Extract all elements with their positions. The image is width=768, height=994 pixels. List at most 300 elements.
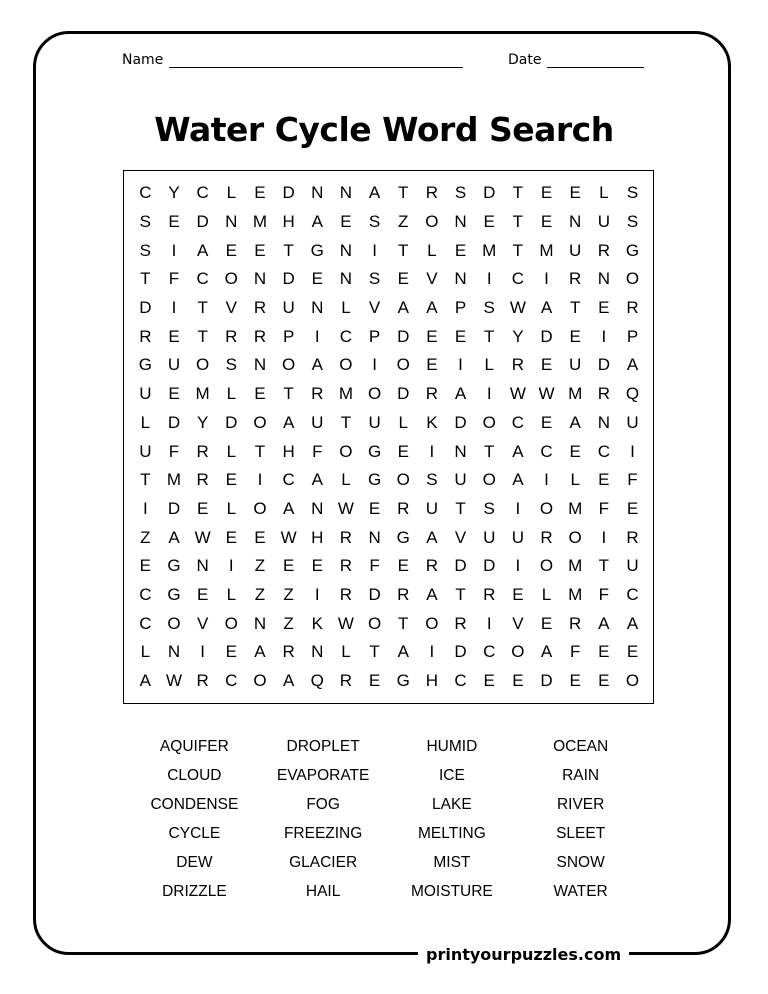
grid-letter[interactable]: E: [225, 240, 237, 260]
grid-letter[interactable]: G: [396, 527, 410, 547]
grid-letter[interactable]: R: [253, 326, 267, 346]
grid-letter[interactable]: P: [454, 298, 467, 318]
grid-letter[interactable]: F: [627, 470, 638, 490]
grid-letter[interactable]: L: [226, 584, 237, 604]
grid-letter[interactable]: F: [168, 269, 180, 289]
grid-letter[interactable]: W: [538, 384, 555, 404]
grid-letter[interactable]: D: [540, 326, 553, 346]
grid-letter[interactable]: A: [540, 642, 553, 662]
grid-letter[interactable]: O: [367, 384, 382, 404]
grid-letter[interactable]: P: [282, 326, 295, 346]
grid-letter[interactable]: R: [196, 470, 209, 490]
grid-letter[interactable]: R: [483, 584, 496, 604]
grid-letter[interactable]: G: [625, 240, 640, 260]
grid-letter[interactable]: S: [139, 240, 151, 260]
grid-letter[interactable]: E: [225, 642, 237, 662]
grid-letter[interactable]: G: [367, 470, 382, 490]
grid-letter[interactable]: A: [368, 183, 381, 203]
grid-letter[interactable]: C: [196, 183, 209, 203]
grid-letter[interactable]: M: [568, 584, 583, 604]
grid-letter[interactable]: A: [626, 355, 639, 375]
grid-letter[interactable]: U: [311, 412, 324, 432]
grid-letter[interactable]: E: [168, 212, 180, 232]
grid-letter[interactable]: I: [200, 642, 205, 662]
grid-letter[interactable]: D: [454, 556, 467, 576]
grid-letter[interactable]: M: [252, 212, 268, 232]
grid-letter[interactable]: I: [257, 470, 263, 490]
grid-letter[interactable]: N: [454, 441, 467, 461]
grid-letter[interactable]: N: [454, 212, 467, 232]
grid-letter[interactable]: F: [598, 498, 610, 518]
grid-letter[interactable]: L: [341, 298, 351, 318]
grid-letter[interactable]: U: [368, 412, 381, 432]
grid-letter[interactable]: U: [282, 298, 295, 318]
grid-letter[interactable]: R: [569, 269, 582, 289]
grid-letter[interactable]: D: [454, 412, 467, 432]
grid-letter[interactable]: I: [142, 498, 148, 518]
grid-letter[interactable]: E: [225, 470, 237, 490]
grid-letter[interactable]: R: [425, 183, 439, 203]
grid-letter[interactable]: D: [225, 412, 238, 432]
grid-letter[interactable]: E: [540, 183, 553, 203]
grid-letter[interactable]: Y: [512, 326, 524, 346]
grid-letter[interactable]: I: [486, 613, 492, 633]
grid-letter[interactable]: Q: [625, 384, 640, 404]
grid-letter[interactable]: E: [626, 498, 639, 518]
grid-letter[interactable]: G: [138, 355, 152, 375]
grid-letter[interactable]: E: [512, 584, 524, 604]
grid-letter[interactable]: T: [512, 183, 524, 203]
grid-letter[interactable]: W: [194, 527, 211, 547]
grid-letter[interactable]: U: [511, 527, 524, 547]
grid-letter[interactable]: T: [140, 470, 151, 490]
grid-letter[interactable]: E: [598, 642, 610, 662]
grid-letter[interactable]: A: [168, 527, 180, 547]
grid-letter[interactable]: O: [511, 642, 525, 662]
grid-letter[interactable]: E: [454, 326, 467, 346]
grid-letter[interactable]: D: [597, 355, 610, 375]
grid-letter[interactable]: G: [167, 556, 181, 576]
grid-letter[interactable]: E: [282, 556, 295, 576]
grid-letter[interactable]: G: [396, 671, 410, 691]
grid-letter[interactable]: T: [197, 326, 208, 346]
grid-letter[interactable]: O: [396, 355, 410, 375]
grid-letter[interactable]: A: [282, 498, 295, 518]
grid-letter[interactable]: R: [569, 613, 582, 633]
grid-letter[interactable]: E: [225, 527, 237, 547]
grid-letter[interactable]: C: [339, 326, 353, 346]
grid-letter[interactable]: O: [425, 212, 439, 232]
grid-letter[interactable]: A: [282, 671, 295, 691]
grid-letter[interactable]: D: [167, 498, 181, 518]
grid-letter[interactable]: N: [569, 212, 582, 232]
grid-letter[interactable]: O: [167, 613, 181, 633]
grid-letter[interactable]: A: [512, 441, 524, 461]
grid-letter[interactable]: E: [340, 212, 352, 232]
grid-letter[interactable]: S: [139, 212, 151, 232]
grid-letter[interactable]: R: [339, 671, 353, 691]
grid-letter[interactable]: C: [139, 183, 152, 203]
grid-letter[interactable]: E: [540, 412, 553, 432]
grid-letter[interactable]: L: [140, 642, 151, 662]
grid-letter[interactable]: S: [483, 498, 495, 518]
grid-letter[interactable]: I: [314, 326, 320, 346]
grid-letter[interactable]: A: [282, 412, 295, 432]
grid-letter[interactable]: R: [425, 556, 439, 576]
grid-letter[interactable]: E: [483, 671, 495, 691]
grid-letter[interactable]: R: [540, 527, 553, 547]
grid-letter[interactable]: C: [139, 584, 152, 604]
grid-letter[interactable]: U: [139, 441, 152, 461]
grid-letter[interactable]: D: [540, 671, 553, 691]
grid-letter[interactable]: I: [458, 355, 463, 375]
grid-letter[interactable]: I: [630, 441, 635, 461]
grid-letter[interactable]: R: [626, 298, 639, 318]
grid-letter[interactable]: R: [311, 384, 324, 404]
grid-letter[interactable]: U: [569, 355, 582, 375]
grid-letter[interactable]: U: [167, 355, 181, 375]
grid-letter[interactable]: W: [280, 527, 297, 547]
grid-letter[interactable]: D: [282, 183, 295, 203]
grid-letter[interactable]: V: [454, 527, 467, 547]
grid-letter[interactable]: A: [626, 613, 639, 633]
grid-letter[interactable]: O: [339, 355, 353, 375]
grid-letter[interactable]: N: [196, 556, 209, 576]
grid-letter[interactable]: T: [512, 240, 524, 260]
grid-letter[interactable]: T: [398, 183, 409, 203]
grid-letter[interactable]: R: [511, 355, 524, 375]
grid-letter[interactable]: N: [253, 269, 267, 289]
grid-letter[interactable]: R: [597, 240, 610, 260]
name-blank-line[interactable]: [169, 55, 463, 68]
grid-letter[interactable]: L: [599, 183, 609, 203]
grid-letter[interactable]: R: [339, 527, 353, 547]
grid-letter[interactable]: C: [483, 642, 496, 662]
grid-letter[interactable]: O: [339, 441, 353, 461]
grid-letter[interactable]: I: [372, 355, 377, 375]
grid-letter[interactable]: E: [569, 441, 581, 461]
grid-letter[interactable]: P: [368, 326, 381, 346]
grid-letter[interactable]: E: [368, 498, 381, 518]
grid-letter[interactable]: I: [601, 326, 607, 346]
grid-letter[interactable]: E: [311, 556, 323, 576]
grid-letter[interactable]: U: [139, 384, 152, 404]
grid-letter[interactable]: E: [540, 355, 553, 375]
grid-letter[interactable]: N: [253, 355, 267, 375]
grid-letter[interactable]: G: [310, 240, 324, 260]
grid-letter[interactable]: S: [483, 298, 495, 318]
grid-letter[interactable]: A: [311, 355, 323, 375]
grid-letter[interactable]: U: [569, 240, 582, 260]
grid-letter[interactable]: L: [427, 240, 437, 260]
grid-letter[interactable]: A: [311, 470, 323, 490]
grid-letter[interactable]: O: [425, 613, 439, 633]
grid-letter[interactable]: I: [228, 556, 234, 576]
grid-letter[interactable]: L: [541, 584, 552, 604]
grid-letter[interactable]: E: [598, 298, 610, 318]
grid-letter[interactable]: L: [398, 412, 408, 432]
grid-letter[interactable]: E: [254, 384, 266, 404]
grid-letter[interactable]: E: [368, 671, 381, 691]
grid-letter[interactable]: R: [225, 326, 238, 346]
grid-letter[interactable]: E: [196, 498, 209, 518]
grid-letter[interactable]: V: [368, 298, 381, 318]
grid-letter[interactable]: E: [454, 240, 467, 260]
grid-letter[interactable]: E: [569, 671, 581, 691]
grid-letter[interactable]: C: [225, 671, 238, 691]
grid-letter[interactable]: S: [426, 470, 438, 490]
grid-letter[interactable]: N: [167, 642, 181, 662]
grid-letter[interactable]: E: [196, 584, 209, 604]
grid-letter[interactable]: M: [539, 240, 554, 260]
grid-letter[interactable]: E: [426, 355, 438, 375]
grid-letter[interactable]: E: [254, 240, 266, 260]
grid-letter[interactable]: D: [397, 326, 410, 346]
grid-letter[interactable]: E: [569, 183, 581, 203]
grid-letter[interactable]: A: [426, 298, 438, 318]
grid-letter[interactable]: E: [397, 441, 409, 461]
grid-letter[interactable]: W: [509, 298, 526, 318]
grid-letter[interactable]: V: [225, 298, 237, 318]
grid-letter[interactable]: C: [196, 269, 209, 289]
grid-letter[interactable]: A: [139, 671, 151, 691]
grid-letter[interactable]: E: [626, 642, 639, 662]
grid-letter[interactable]: O: [396, 470, 410, 490]
grid-letter[interactable]: I: [544, 470, 549, 490]
grid-letter[interactable]: R: [339, 556, 353, 576]
grid-letter[interactable]: R: [454, 613, 467, 633]
grid-letter[interactable]: I: [314, 584, 320, 604]
grid-letter[interactable]: T: [569, 298, 581, 318]
grid-letter[interactable]: M: [166, 470, 182, 490]
grid-letter[interactable]: O: [482, 412, 496, 432]
grid-letter[interactable]: I: [372, 240, 377, 260]
grid-letter[interactable]: N: [597, 412, 610, 432]
grid-letter[interactable]: L: [341, 642, 351, 662]
grid-letter[interactable]: S: [225, 355, 237, 375]
grid-letter[interactable]: E: [598, 470, 610, 490]
grid-letter[interactable]: I: [601, 527, 607, 547]
grid-letter[interactable]: O: [625, 671, 640, 691]
grid-letter[interactable]: S: [454, 183, 467, 203]
grid-letter[interactable]: N: [225, 212, 238, 232]
grid-letter[interactable]: M: [568, 384, 583, 404]
grid-letter[interactable]: I: [429, 441, 435, 461]
grid-letter[interactable]: E: [483, 212, 495, 232]
grid-letter[interactable]: O: [281, 355, 296, 375]
grid-letter[interactable]: U: [483, 527, 496, 547]
grid-letter[interactable]: E: [168, 384, 180, 404]
grid-letter[interactable]: Z: [140, 527, 151, 547]
grid-letter[interactable]: U: [425, 498, 439, 518]
grid-letter[interactable]: C: [597, 441, 610, 461]
grid-letter[interactable]: R: [196, 441, 209, 461]
grid-letter[interactable]: L: [226, 441, 237, 461]
grid-letter[interactable]: D: [368, 584, 381, 604]
grid-letter[interactable]: S: [368, 212, 381, 232]
grid-letter[interactable]: D: [196, 212, 209, 232]
grid-letter[interactable]: T: [398, 240, 409, 260]
grid-letter[interactable]: D: [397, 384, 410, 404]
grid-letter[interactable]: T: [455, 584, 466, 604]
grid-letter[interactable]: L: [226, 183, 237, 203]
grid-letter[interactable]: W: [337, 498, 354, 518]
grid-letter[interactable]: N: [368, 527, 381, 547]
grid-letter[interactable]: D: [167, 412, 181, 432]
grid-letter[interactable]: O: [196, 355, 210, 375]
grid-letter[interactable]: T: [254, 441, 266, 461]
grid-letter[interactable]: L: [226, 498, 237, 518]
grid-letter[interactable]: O: [224, 613, 238, 633]
grid-letter[interactable]: R: [196, 671, 209, 691]
grid-letter[interactable]: U: [626, 412, 639, 432]
grid-letter[interactable]: E: [540, 613, 553, 633]
grid-letter[interactable]: F: [312, 441, 323, 461]
grid-letter[interactable]: Z: [398, 212, 409, 232]
grid-letter[interactable]: N: [454, 269, 467, 289]
grid-letter[interactable]: D: [483, 183, 496, 203]
grid-letter[interactable]: L: [140, 412, 151, 432]
grid-letter[interactable]: N: [311, 642, 324, 662]
grid-letter[interactable]: O: [253, 412, 267, 432]
grid-letter[interactable]: O: [539, 498, 554, 518]
grid-letter[interactable]: I: [515, 498, 521, 518]
grid-letter[interactable]: F: [369, 556, 380, 576]
grid-letter[interactable]: M: [482, 240, 497, 260]
grid-letter[interactable]: N: [311, 298, 324, 318]
grid-letter[interactable]: C: [626, 584, 639, 604]
grid-letter[interactable]: C: [454, 671, 467, 691]
grid-letter[interactable]: I: [486, 269, 492, 289]
grid-letter[interactable]: U: [626, 556, 639, 576]
grid-letter[interactable]: K: [426, 412, 438, 432]
grid-letter[interactable]: W: [337, 613, 354, 633]
grid-letter[interactable]: F: [598, 584, 610, 604]
grid-letter[interactable]: V: [512, 613, 524, 633]
grid-letter[interactable]: D: [483, 556, 496, 576]
grid-letter[interactable]: U: [597, 212, 610, 232]
grid-letter[interactable]: H: [282, 212, 295, 232]
grid-letter[interactable]: Z: [254, 584, 266, 604]
grid-letter[interactable]: O: [539, 556, 554, 576]
grid-letter[interactable]: I: [515, 556, 521, 576]
grid-letter[interactable]: C: [540, 441, 553, 461]
grid-letter[interactable]: A: [254, 642, 266, 662]
grid-letter[interactable]: T: [369, 642, 380, 662]
grid-letter[interactable]: E: [426, 326, 438, 346]
grid-letter[interactable]: T: [484, 441, 495, 461]
grid-letter[interactable]: I: [171, 298, 177, 318]
grid-letter[interactable]: V: [196, 613, 209, 633]
grid-letter[interactable]: R: [139, 326, 152, 346]
grid-letter[interactable]: S: [368, 269, 381, 289]
grid-letter[interactable]: Z: [254, 556, 266, 576]
grid-letter[interactable]: A: [454, 384, 467, 404]
grid-letter[interactable]: Y: [168, 183, 180, 203]
grid-letter[interactable]: D: [139, 298, 152, 318]
grid-letter[interactable]: A: [397, 642, 409, 662]
grid-letter[interactable]: O: [482, 470, 496, 490]
grid-letter[interactable]: W: [509, 384, 526, 404]
grid-letter[interactable]: S: [626, 183, 639, 203]
grid-letter[interactable]: E: [512, 671, 524, 691]
grid-letter[interactable]: R: [397, 584, 410, 604]
grid-letter[interactable]: A: [569, 412, 581, 432]
grid-letter[interactable]: T: [398, 613, 409, 633]
grid-letter[interactable]: A: [540, 298, 553, 318]
grid-letter[interactable]: C: [139, 613, 152, 633]
grid-letter[interactable]: W: [165, 671, 182, 691]
grid-letter[interactable]: F: [168, 441, 180, 461]
grid-letter[interactable]: O: [224, 269, 238, 289]
grid-letter[interactable]: L: [226, 384, 237, 404]
grid-letter[interactable]: N: [253, 613, 267, 633]
grid-letter[interactable]: T: [340, 412, 352, 432]
grid-letter[interactable]: O: [367, 613, 382, 633]
grid-letter[interactable]: R: [339, 584, 353, 604]
grid-letter[interactable]: T: [140, 269, 151, 289]
grid-letter[interactable]: E: [254, 527, 266, 547]
grid-letter[interactable]: R: [397, 498, 410, 518]
grid-letter[interactable]: R: [425, 384, 439, 404]
grid-letter[interactable]: T: [283, 384, 294, 404]
grid-letter[interactable]: A: [311, 212, 323, 232]
grid-letter[interactable]: D: [282, 269, 295, 289]
grid-letter[interactable]: L: [341, 470, 351, 490]
grid-letter[interactable]: M: [195, 384, 210, 404]
grid-letter[interactable]: A: [426, 584, 438, 604]
grid-letter[interactable]: Q: [310, 671, 324, 691]
grid-letter[interactable]: E: [598, 671, 610, 691]
grid-letter[interactable]: E: [254, 183, 266, 203]
grid-letter[interactable]: H: [282, 441, 295, 461]
grid-letter[interactable]: T: [455, 498, 466, 518]
grid-letter[interactable]: N: [597, 269, 610, 289]
grid-letter[interactable]: E: [397, 556, 409, 576]
grid-letter[interactable]: E: [569, 326, 581, 346]
grid-letter[interactable]: G: [367, 441, 382, 461]
grid-letter[interactable]: E: [397, 269, 409, 289]
grid-letter[interactable]: T: [512, 212, 524, 232]
grid-letter[interactable]: Z: [283, 584, 294, 604]
grid-letter[interactable]: N: [311, 183, 324, 203]
date-blank-line[interactable]: [547, 55, 644, 68]
grid-letter[interactable]: H: [425, 671, 439, 691]
grid-letter[interactable]: A: [426, 527, 438, 547]
grid-letter[interactable]: M: [338, 384, 353, 404]
grid-letter[interactable]: E: [168, 326, 180, 346]
grid-letter[interactable]: I: [486, 384, 492, 404]
grid-letter[interactable]: T: [283, 240, 294, 260]
grid-letter[interactable]: N: [339, 240, 353, 260]
grid-letter[interactable]: L: [484, 355, 494, 375]
grid-letter[interactable]: U: [454, 470, 467, 490]
grid-letter[interactable]: S: [626, 212, 639, 232]
grid-letter[interactable]: R: [597, 384, 610, 404]
grid-letter[interactable]: A: [397, 298, 409, 318]
grid-letter[interactable]: A: [196, 240, 209, 260]
grid-letter[interactable]: Z: [283, 613, 294, 633]
grid-letter[interactable]: O: [568, 527, 582, 547]
grid-letter[interactable]: T: [197, 298, 208, 318]
grid-letter[interactable]: E: [540, 212, 553, 232]
grid-letter[interactable]: I: [544, 269, 549, 289]
grid-letter[interactable]: C: [511, 412, 524, 432]
grid-letter[interactable]: I: [171, 240, 177, 260]
grid-letter[interactable]: M: [568, 556, 583, 576]
grid-letter[interactable]: Y: [196, 412, 209, 432]
grid-letter[interactable]: E: [311, 269, 323, 289]
